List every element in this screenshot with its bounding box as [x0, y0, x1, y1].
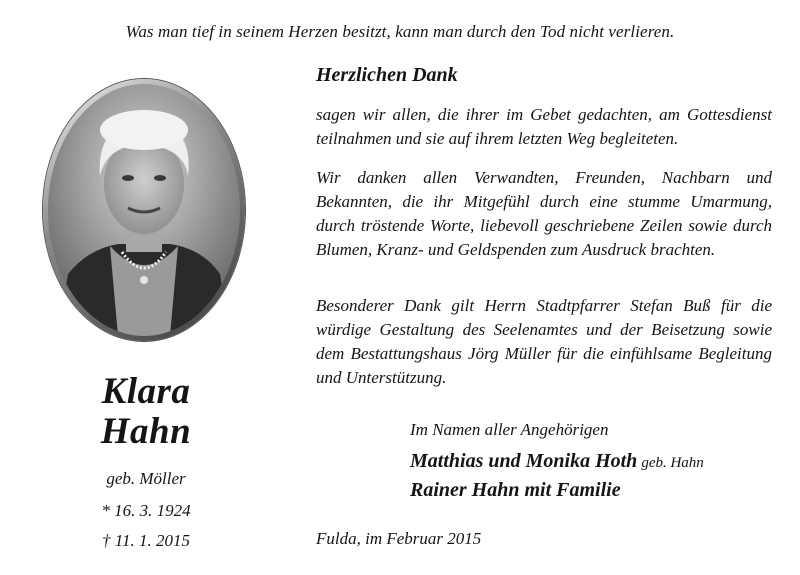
signature-name-2: Rainer Hahn mit Familie — [410, 479, 621, 501]
paragraph-2: Wir danken allen Verwandten, Freunden, Nachbarn und Bekannten, die ihr Mitgefühl durch eine stumme Umarmung, durch tröstende Worte, liebevoll geschriebene Zeilen sowie durch Blumen, Kranz- und Geldspenden zum Ausdruck brachten. — [316, 168, 772, 259]
signature-intro: Im Namen aller Angehörigen — [410, 420, 609, 439]
first-name: Klara — [101, 371, 191, 412]
portrait-photo — [43, 79, 245, 341]
thanks-heading: Herzlichen Dank — [316, 64, 458, 86]
motto: Was man tief in seinem Herzen besitzt, kann man durch den Tod nicht verlieren. — [125, 22, 675, 41]
death-date: † 11. 1. 2015 — [102, 531, 190, 550]
deceased-name — [46, 372, 246, 452]
last-name: Hahn — [100, 411, 192, 452]
signature-note-1: geb. Hahn — [641, 455, 704, 471]
paragraph-3: Besonderer Dank gilt Herrn Stadtpfarrer Stefan Buß für die würdige Gestaltung des Seelenamtes und der Beisetzung sowie dem Bestattungshaus Jörg Müller für die einfühlsame Begleitung und Unterstützung. — [316, 296, 772, 387]
paragraph-1: sagen wir allen, die ihrer im Gebet gedachten, am Gottesdienst teilnahmen und sie auf ihrem letzten Weg begleiteten. — [316, 105, 772, 148]
signature-line-1 — [410, 450, 704, 473]
portrait-image — [48, 84, 240, 336]
place-date: Fulda, im Februar 2015 — [316, 529, 482, 548]
birth-name: geb. Möller — [106, 469, 186, 488]
signature-name-1: Matthias und Monika Hoth — [410, 450, 638, 472]
birth-date: * 16. 3. 1924 — [101, 501, 191, 520]
